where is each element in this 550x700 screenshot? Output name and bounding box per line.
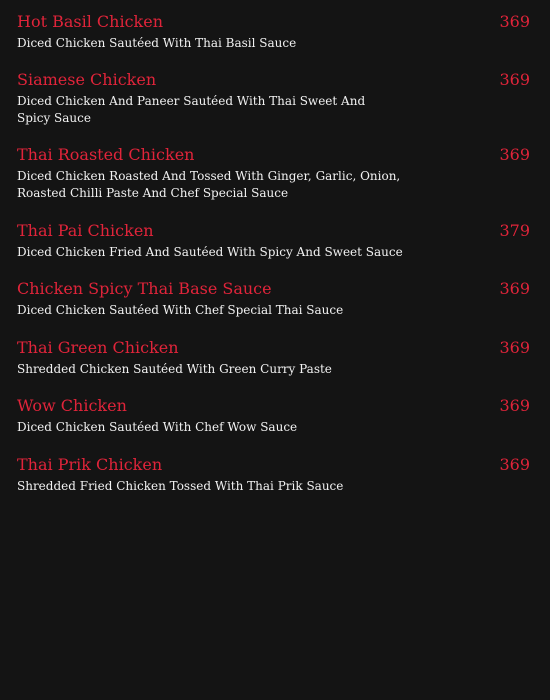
item-name: Thai Green Chicken <box>17 338 179 357</box>
item-description: Shredded Chicken Sautéed With Green Curry Paste <box>17 362 332 376</box>
item-name: Thai Roasted Chicken <box>17 145 195 164</box>
item-description: Diced Chicken And Paneer Sautéed With Thai Sweet And Spicy Sauce <box>17 94 366 125</box>
item-name: Siamese Chicken <box>17 70 157 89</box>
item-name: Chicken Spicy Thai Base Sauce <box>17 279 272 298</box>
item-description: Diced Chicken Roasted And Tossed With Ginger, Garlic, Onion, Roasted Chilli Paste And Chef Special Sauce <box>17 169 401 200</box>
item-description: Diced Chicken Sautéed With Chef Wow Sauce <box>17 420 298 434</box>
item-price: 369 <box>499 455 530 474</box>
item-price: 369 <box>499 12 530 31</box>
item-name: Hot Basil Chicken <box>17 12 164 31</box>
item-price: 369 <box>499 396 530 415</box>
item-price: 369 <box>499 145 530 164</box>
item-price: 369 <box>499 279 530 298</box>
item-price: 369 <box>499 338 530 357</box>
item-name: Wow Chicken <box>17 396 127 415</box>
item-name: Thai Prik Chicken <box>17 455 163 474</box>
item-description: Diced Chicken Sautéed With Thai Basil Sauce <box>17 36 297 50</box>
item-description: Shredded Fried Chicken Tossed With Thai Prik Sauce <box>17 479 344 493</box>
item-price: 379 <box>499 221 530 240</box>
item-description: Diced Chicken Fried And Sautéed With Spicy And Sweet Sauce <box>17 245 403 259</box>
item-description: Diced Chicken Sautéed With Chef Special Thai Sauce <box>17 303 344 317</box>
item-price: 369 <box>499 70 530 89</box>
item-name: Thai Pai Chicken <box>17 221 154 240</box>
